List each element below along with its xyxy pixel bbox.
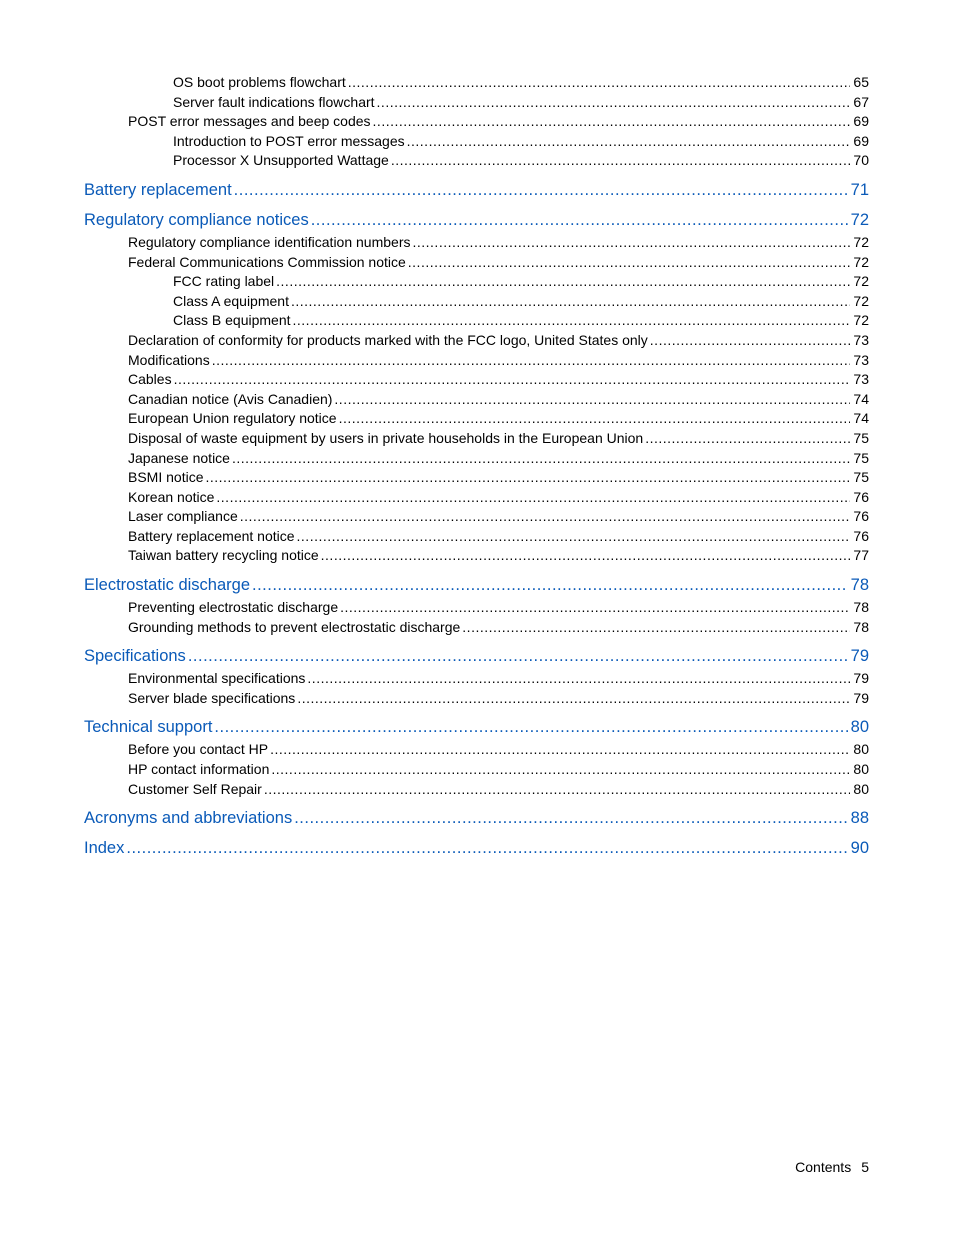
page-footer	[795, 1158, 869, 1176]
dot-leader	[650, 331, 851, 351]
table-of-contents	[84, 73, 869, 861]
dot-leader	[188, 645, 848, 667]
toc-section-entry[interactable]	[84, 132, 869, 152]
dot-leader	[291, 292, 850, 312]
toc-entry-page: 70	[853, 152, 869, 169]
toc-entry-page: 90	[850, 839, 869, 858]
dot-leader	[264, 780, 851, 800]
toc-section-entry[interactable]	[84, 93, 869, 113]
toc-section-entry[interactable]	[84, 409, 869, 429]
toc-section-entry[interactable]	[84, 331, 869, 351]
toc-entry-page: 72	[853, 292, 869, 309]
dot-leader	[297, 527, 851, 547]
toc-section-entry[interactable]	[84, 527, 869, 547]
toc-section-entry[interactable]	[84, 73, 869, 93]
toc-chapter-entry[interactable]	[84, 179, 869, 201]
dot-leader	[240, 507, 851, 527]
toc-entry-title: BSMI notice	[128, 469, 204, 486]
toc-entry-title: Introduction to POST error messages	[173, 132, 405, 149]
dot-leader	[234, 179, 848, 201]
toc-entry-title: Declaration of conformity for products marked with the FCC logo, United States only	[128, 331, 648, 348]
toc-entry-page: 76	[853, 527, 869, 544]
toc-entry-page: 72	[850, 210, 869, 229]
toc-section-entry[interactable]	[84, 488, 869, 508]
dot-leader	[348, 73, 851, 93]
toc-section-entry[interactable]	[84, 292, 869, 312]
toc-entry-page: 79	[853, 670, 869, 687]
toc-entry-title: Taiwan battery recycling notice	[128, 547, 319, 564]
toc-entry-title: Technical support	[84, 718, 213, 737]
toc-entry-title: Regulatory compliance notices	[84, 210, 309, 229]
toc-entry-title: Before you contact HP	[128, 741, 269, 758]
toc-section-entry[interactable]	[84, 468, 869, 488]
dot-leader	[334, 390, 850, 410]
toc-entry-title: Cables	[128, 371, 172, 388]
dot-leader	[216, 488, 850, 508]
dot-leader	[271, 760, 850, 780]
dot-leader	[293, 311, 851, 331]
toc-entry-title: Specifications	[84, 647, 186, 666]
toc-section-entry[interactable]	[84, 669, 869, 689]
dot-leader	[645, 429, 850, 449]
toc-entry-page: 74	[853, 410, 869, 427]
dot-leader	[377, 93, 851, 113]
toc-entry-title: Processor X Unsupported Wattage	[173, 152, 389, 169]
toc-entry-page: 78	[853, 618, 869, 635]
toc-entry-title: Environmental specifications	[128, 670, 306, 687]
toc-section-entry[interactable]	[84, 429, 869, 449]
toc-entry-page: 72	[853, 233, 869, 250]
toc-entry-page: 67	[853, 93, 869, 110]
toc-section-entry[interactable]	[84, 618, 869, 638]
toc-entry-page: 65	[853, 74, 869, 90]
dot-leader	[126, 837, 847, 859]
toc-entry-title: European Union regulatory notice	[128, 410, 337, 427]
toc-entry-title: HP contact information	[128, 761, 270, 778]
toc-entry-title: Server fault indications flowchart	[173, 93, 375, 110]
toc-chapter-entry[interactable]	[84, 209, 869, 231]
toc-entry-page: 88	[850, 809, 869, 828]
dot-leader	[214, 716, 847, 738]
toc-chapter-entry[interactable]	[84, 645, 869, 667]
dot-leader	[174, 370, 851, 390]
dot-leader	[407, 132, 851, 152]
toc-entry-page: 75	[853, 449, 869, 466]
toc-entry-page: 74	[853, 390, 869, 407]
dot-leader	[294, 807, 847, 829]
footer-section-label: Contents	[795, 1159, 852, 1175]
toc-entry-title: Battery replacement	[84, 180, 232, 199]
toc-entry-page: 79	[850, 647, 869, 666]
toc-entry-page: 80	[853, 761, 869, 778]
toc-entry-title: Electrostatic discharge	[84, 576, 250, 595]
toc-entry-title: Class B equipment	[173, 312, 291, 329]
toc-section-entry[interactable]	[84, 253, 869, 273]
dot-leader	[373, 112, 851, 132]
dot-leader	[297, 689, 850, 709]
toc-entry-title: Preventing electrostatic discharge	[128, 599, 339, 616]
toc-entry-page: 80	[853, 741, 869, 758]
toc-entry-title: Disposal of waste equipment by users in private households in the European Union	[128, 429, 644, 446]
toc-section-entry[interactable]	[84, 598, 869, 618]
toc-section-entry[interactable]	[84, 689, 869, 709]
toc-entry-title: OS boot problems flowchart	[173, 74, 346, 90]
toc-chapter-entry[interactable]	[84, 716, 869, 738]
dot-leader	[252, 574, 848, 596]
toc-entry-page: 75	[853, 429, 869, 446]
toc-section-entry[interactable]	[84, 272, 869, 292]
toc-entry-title: Laser compliance	[128, 508, 238, 525]
dot-leader	[339, 409, 851, 429]
toc-entry-page: 71	[850, 180, 869, 199]
footer-page-number: 5	[861, 1159, 869, 1175]
toc-entry-title: Battery replacement notice	[128, 527, 295, 544]
toc-entry-page: 73	[853, 371, 869, 388]
toc-entry-title: FCC rating label	[173, 273, 275, 290]
toc-section-entry[interactable]	[84, 311, 869, 331]
toc-entry-title: Grounding methods to prevent electrostatic discharge	[128, 618, 461, 635]
dot-leader	[205, 468, 850, 488]
dot-leader	[321, 546, 851, 566]
toc-entry-title: Modifications	[128, 351, 210, 368]
toc-entry-title: Customer Self Repair	[128, 780, 262, 797]
toc-entry-title: Federal Communications Commission notice	[128, 253, 406, 270]
toc-entry-page: 79	[853, 689, 869, 706]
toc-entry-page: 78	[850, 576, 869, 595]
toc-entry-title: POST error messages and beep codes	[128, 113, 371, 130]
toc-section-entry[interactable]	[84, 780, 869, 800]
toc-entry-page: 72	[853, 273, 869, 290]
toc-section-entry[interactable]	[84, 390, 869, 410]
toc-section-entry[interactable]	[84, 151, 869, 171]
dot-leader	[462, 618, 850, 638]
toc-section-entry[interactable]	[84, 760, 869, 780]
toc-entry-title: Korean notice	[128, 488, 215, 505]
toc-entry-page: 75	[853, 469, 869, 486]
toc-entry-page: 72	[853, 253, 869, 270]
toc-section-entry[interactable]	[84, 507, 869, 527]
toc-entry-page: 73	[853, 331, 869, 348]
toc-entry-title: Index	[84, 839, 125, 858]
toc-entry-title: Server blade specifications	[128, 689, 296, 706]
dot-leader	[307, 669, 850, 689]
toc-entry-title: Regulatory compliance identification numbers	[128, 233, 411, 250]
toc-section-entry[interactable]	[84, 233, 869, 253]
toc-chapter-entry[interactable]	[84, 574, 869, 596]
toc-entry-page: 80	[853, 780, 869, 797]
toc-entry-page: 77	[853, 547, 869, 564]
toc-section-entry[interactable]	[84, 351, 869, 371]
toc-entry-page: 73	[853, 351, 869, 368]
dot-leader	[412, 233, 850, 253]
toc-entry-page: 69	[853, 113, 869, 130]
toc-chapter-entry[interactable]	[84, 807, 869, 829]
toc-section-entry[interactable]	[84, 370, 869, 390]
toc-entry-page: 76	[853, 488, 869, 505]
dot-leader	[340, 598, 850, 618]
toc-entry-page: 76	[853, 508, 869, 525]
toc-entry-title: Japanese notice	[128, 449, 230, 466]
toc-entry-title: Class A equipment	[173, 292, 289, 309]
toc-chapter-entry[interactable]	[84, 837, 869, 859]
toc-entry-page: 80	[850, 718, 869, 737]
toc-entry-page: 69	[853, 132, 869, 149]
toc-section-entry[interactable]	[84, 112, 869, 132]
dot-leader	[270, 740, 850, 760]
toc-entry-title: Canadian notice (Avis Canadien)	[128, 390, 333, 407]
toc-entry-title: Acronyms and abbreviations	[84, 809, 293, 828]
dot-leader	[311, 209, 848, 231]
dot-leader	[232, 449, 850, 469]
toc-section-entry[interactable]	[84, 546, 869, 566]
dot-leader	[212, 351, 851, 371]
toc-section-entry[interactable]	[84, 449, 869, 469]
toc-section-entry[interactable]	[84, 740, 869, 760]
dot-leader	[391, 151, 851, 171]
dot-leader	[276, 272, 850, 292]
toc-entry-page: 78	[853, 599, 869, 616]
toc-entry-page: 72	[853, 312, 869, 329]
dot-leader	[408, 253, 851, 273]
